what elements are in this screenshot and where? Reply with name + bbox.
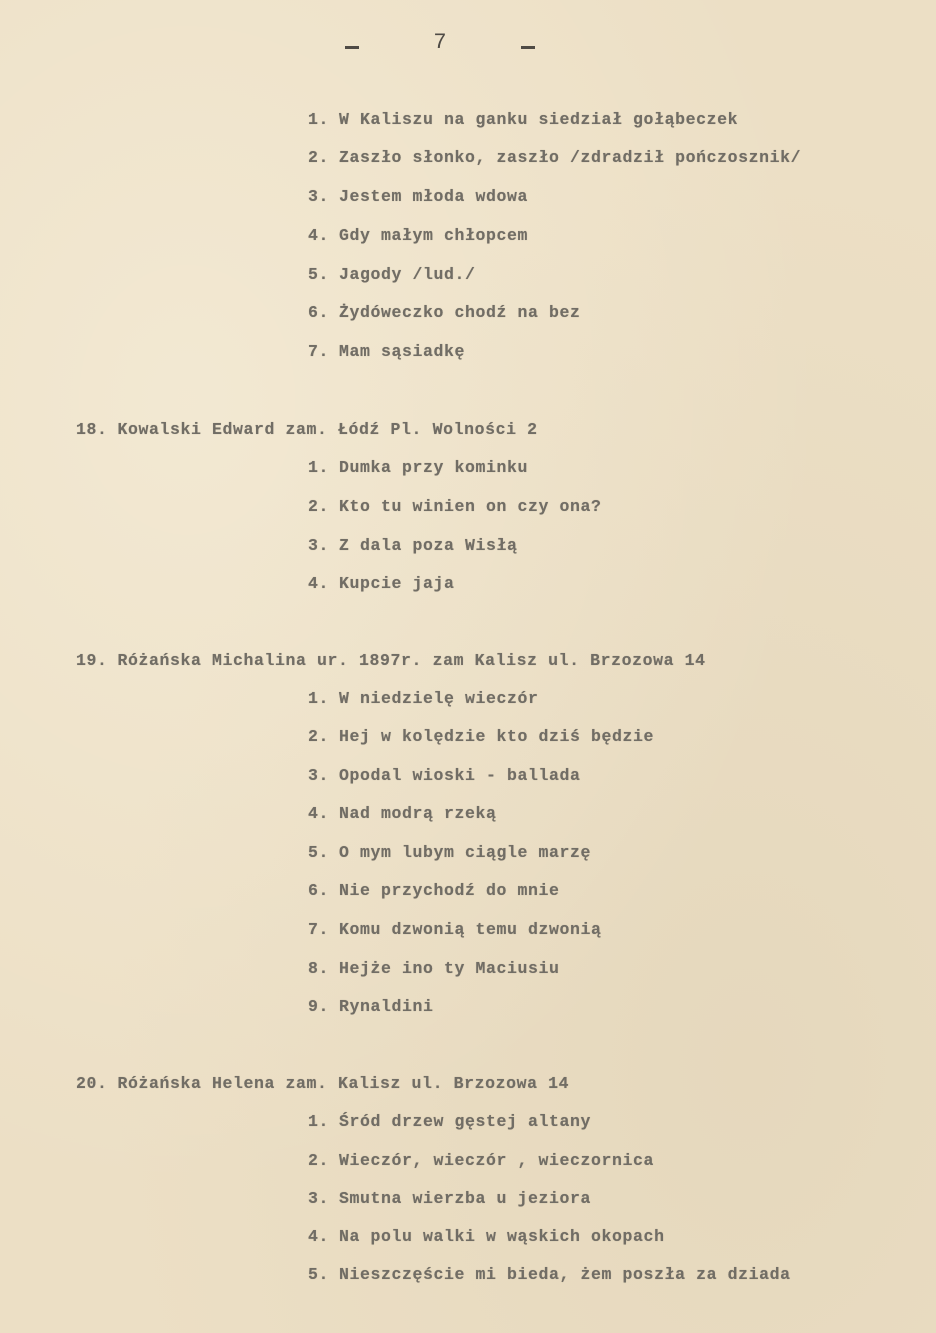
song-item: 4. Gdy małym chłopcem [308, 226, 529, 245]
song-item: 4. Nad modrą rzeką [308, 804, 497, 823]
song-item: 6. Nie przychodź do mnie [308, 881, 560, 900]
song-item: 2. Hej w kolędzie kto dziś będzie [308, 727, 655, 746]
song-item: 3. Smutna wierzba u jeziora [308, 1189, 592, 1208]
song-item: 4. Kupcie jaja [308, 574, 455, 593]
song-item: 5. Jagody /lud./ [308, 265, 476, 284]
page-number [345, 30, 535, 55]
song-item: 3. Opodal wioski - ballada [308, 766, 581, 785]
song-item: 1. W niedzielę wieczór [308, 689, 539, 708]
page-number-dash-left [345, 46, 359, 49]
song-item: 2. Wieczór, wieczór , wieczornica [308, 1151, 655, 1170]
page-number-value: 7 [433, 30, 447, 55]
song-item: 5. O mym lubym ciągle marzę [308, 843, 592, 862]
song-item: 2. Kto tu winien on czy ona? [308, 497, 602, 516]
page-number-dash-right [521, 46, 535, 49]
performer-header: 19. Różańska Michalina ur. 1897r. zam Kalisz ul. Brzozowa 14 [76, 651, 706, 670]
song-item: 9. Rynaldini [308, 997, 434, 1016]
song-item: 3. Jestem młoda wdowa [308, 187, 529, 206]
song-item: 5. Nieszczęście mi bieda, żem poszła za dziada [308, 1265, 791, 1284]
performer-header: 20. Różańska Helena zam. Kalisz ul. Brzozowa 14 [76, 1074, 570, 1093]
song-item: 7. Komu dzwonią temu dzwonią [308, 920, 602, 939]
song-item: 6. Żydóweczko chodź na bez [308, 303, 581, 322]
song-item: 3. Z dala poza Wisłą [308, 536, 518, 555]
performer-header: 18. Kowalski Edward zam. Łódź Pl. Wolności 2 [76, 420, 538, 439]
song-item: 1. Śród drzew gęstej altany [308, 1112, 592, 1131]
song-item: 1. Dumka przy kominku [308, 458, 529, 477]
song-item: 2. Zaszło słonko, zaszło /zdradził pończosznik/ [308, 148, 802, 167]
song-item: 4. Na polu walki w wąskich okopach [308, 1227, 665, 1246]
song-item: 8. Hejże ino ty Maciusiu [308, 959, 560, 978]
song-item: 7. Mam sąsiadkę [308, 342, 466, 361]
song-item: 1. W Kaliszu na ganku siedział gołąbeczek [308, 110, 739, 129]
